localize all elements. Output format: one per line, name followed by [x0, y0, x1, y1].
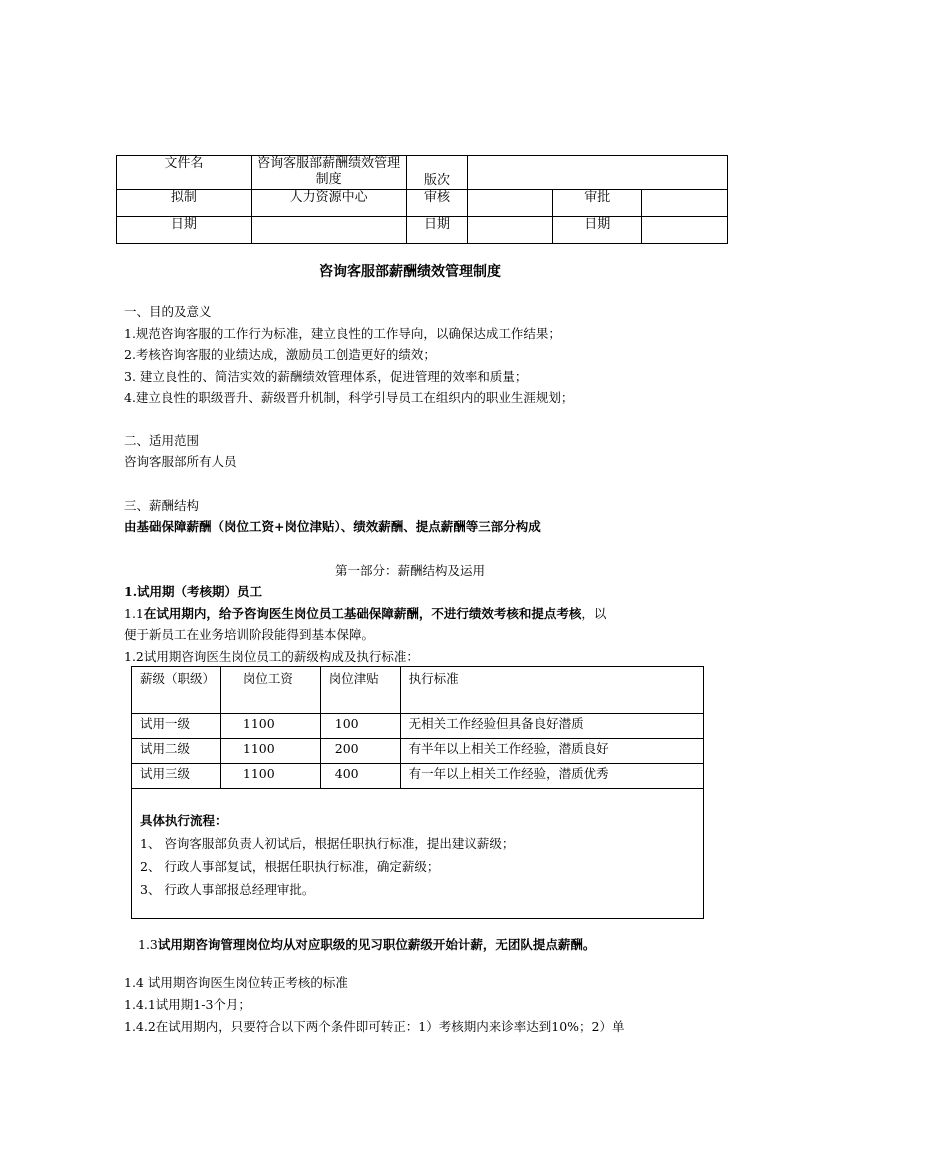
- table-cell: 1100: [220, 764, 320, 789]
- column-header: 岗位工资: [220, 667, 320, 714]
- section-1-item: 3. 建立良性的、简洁实效的薪酬绩效管理体系，促进管理的效率和质量；: [124, 369, 528, 384]
- paragraph-1-1-line2: 便于新员工在业务培训阶段能得到基本保障。: [124, 627, 375, 642]
- date-label-2: 日期: [406, 217, 468, 244]
- section-1-item: 1.规范咨询客服的工作行为标准，建立良性的工作导向，以确保达成工作结果；: [124, 326, 561, 341]
- subsection-1-title: 1.试用期（考核期）员工: [124, 584, 263, 599]
- approve-value: [642, 190, 728, 217]
- document-title: 咨询客服部薪酬绩效管理制度: [319, 264, 501, 280]
- table-cell: 400: [320, 764, 400, 789]
- paragraph-1-3-prefix: 1.3: [138, 937, 158, 952]
- section-1-item: 2.考核咨询客服的业绩达成，激励员工创造更好的绩效；: [124, 347, 436, 362]
- table-cell: 试用三级: [132, 764, 221, 789]
- paragraph-1-1: [124, 605, 606, 623]
- paragraph-1-3: [138, 936, 595, 954]
- paragraph-1-1-tail: ，以: [581, 606, 607, 621]
- paragraph-1-1-prefix: 1.1: [124, 606, 144, 621]
- file-name-label: 文件名: [117, 156, 252, 190]
- table-cell: 100: [320, 714, 400, 739]
- drafted-label: 拟制: [117, 190, 252, 217]
- file-name-value: 咨询客服部薪酬绩效管理制度: [251, 156, 406, 190]
- date-value-1: [251, 217, 406, 244]
- date-value-3: [642, 217, 728, 244]
- execution-flow-item: 3、 行政人事部报总经理审批。: [140, 882, 315, 897]
- version-value: [468, 156, 728, 190]
- document-header-table: [116, 155, 728, 244]
- table-cell: 有一年以上相关工作经验，潜质优秀: [400, 764, 703, 789]
- salary-grade-table: [131, 666, 704, 919]
- column-header: 执行标准: [400, 667, 703, 714]
- table-row: [132, 764, 704, 789]
- column-header: 薪级（职级）: [132, 667, 221, 714]
- execution-flow-item: 2、 行政人事部复试，根据任职执行标准，确定薪级；: [140, 859, 440, 874]
- table-cell: 无相关工作经验但具备良好潜质: [400, 714, 703, 739]
- approve-label: 审批: [553, 190, 642, 217]
- table-cell: 200: [320, 739, 400, 764]
- section-2-body: 咨询客服部所有人员: [124, 454, 237, 469]
- section-2-title: 二、适用范围: [124, 433, 200, 448]
- paragraph-1-2: 1.2试用期咨询医生岗位员工的薪级构成及执行标准：: [124, 649, 419, 664]
- paragraph-1-3-bold: 试用期咨询管理岗位均从对应职级的见习职位薪级开始计薪，无团队提点薪酬。: [157, 937, 596, 952]
- paragraph-1-4-1: 1.4.1试用期1-3个月；: [124, 997, 251, 1012]
- column-header: 岗位津贴: [320, 667, 400, 714]
- review-label: 审核: [406, 190, 468, 217]
- table-header-row: [132, 667, 704, 714]
- section-3-body: 由基础保障薪酬（岗位工资+岗位津贴）、绩效薪酬、提点薪酬等三部分构成: [124, 519, 541, 534]
- date-value-2: [468, 217, 553, 244]
- date-label-3: 日期: [553, 217, 642, 244]
- execution-flow-item: 1、 咨询客服部负责人初试后，根据任职执行标准，提出建议薪级；: [140, 836, 515, 851]
- table-cell: 试用一级: [132, 714, 221, 739]
- version-label: 版次: [406, 156, 468, 190]
- paragraph-1-4: 1.4 试用期咨询医生岗位转正考核的标准: [124, 975, 348, 990]
- table-cell: 有半年以上相关工作经验，潜质良好: [400, 739, 703, 764]
- date-label-1: 日期: [117, 217, 252, 244]
- section-1-item: 4.建立良性的职级晋升、薪级晋升机制，科学引导员工在组织内的职业生涯规划；: [124, 390, 574, 405]
- paragraph-1-4-2: 1.4.2在试用期内，只要符合以下两个条件即可转正：1）考核期内来诊率达到10%；2）单: [124, 1019, 625, 1034]
- table-cell: 试用二级: [132, 739, 221, 764]
- table-cell: 1100: [220, 714, 320, 739]
- part-1-heading: 第一部分：薪酬结构及运用: [334, 563, 485, 578]
- section-1-title: 一、目的及意义: [124, 304, 212, 319]
- drafted-value: 人力资源中心: [251, 190, 406, 217]
- table-row: [132, 714, 704, 739]
- execution-flow-title: 具体执行流程：: [140, 813, 228, 828]
- review-value: [468, 190, 553, 217]
- paragraph-1-1-bold: 在试用期内，给予咨询医生岗位员工基础保障薪酬，不进行绩效考核和提点考核: [143, 606, 582, 621]
- execution-flow-cell: [132, 789, 704, 919]
- section-3-title: 三、薪酬结构: [124, 498, 200, 513]
- table-cell: 1100: [220, 739, 320, 764]
- table-row: [132, 739, 704, 764]
